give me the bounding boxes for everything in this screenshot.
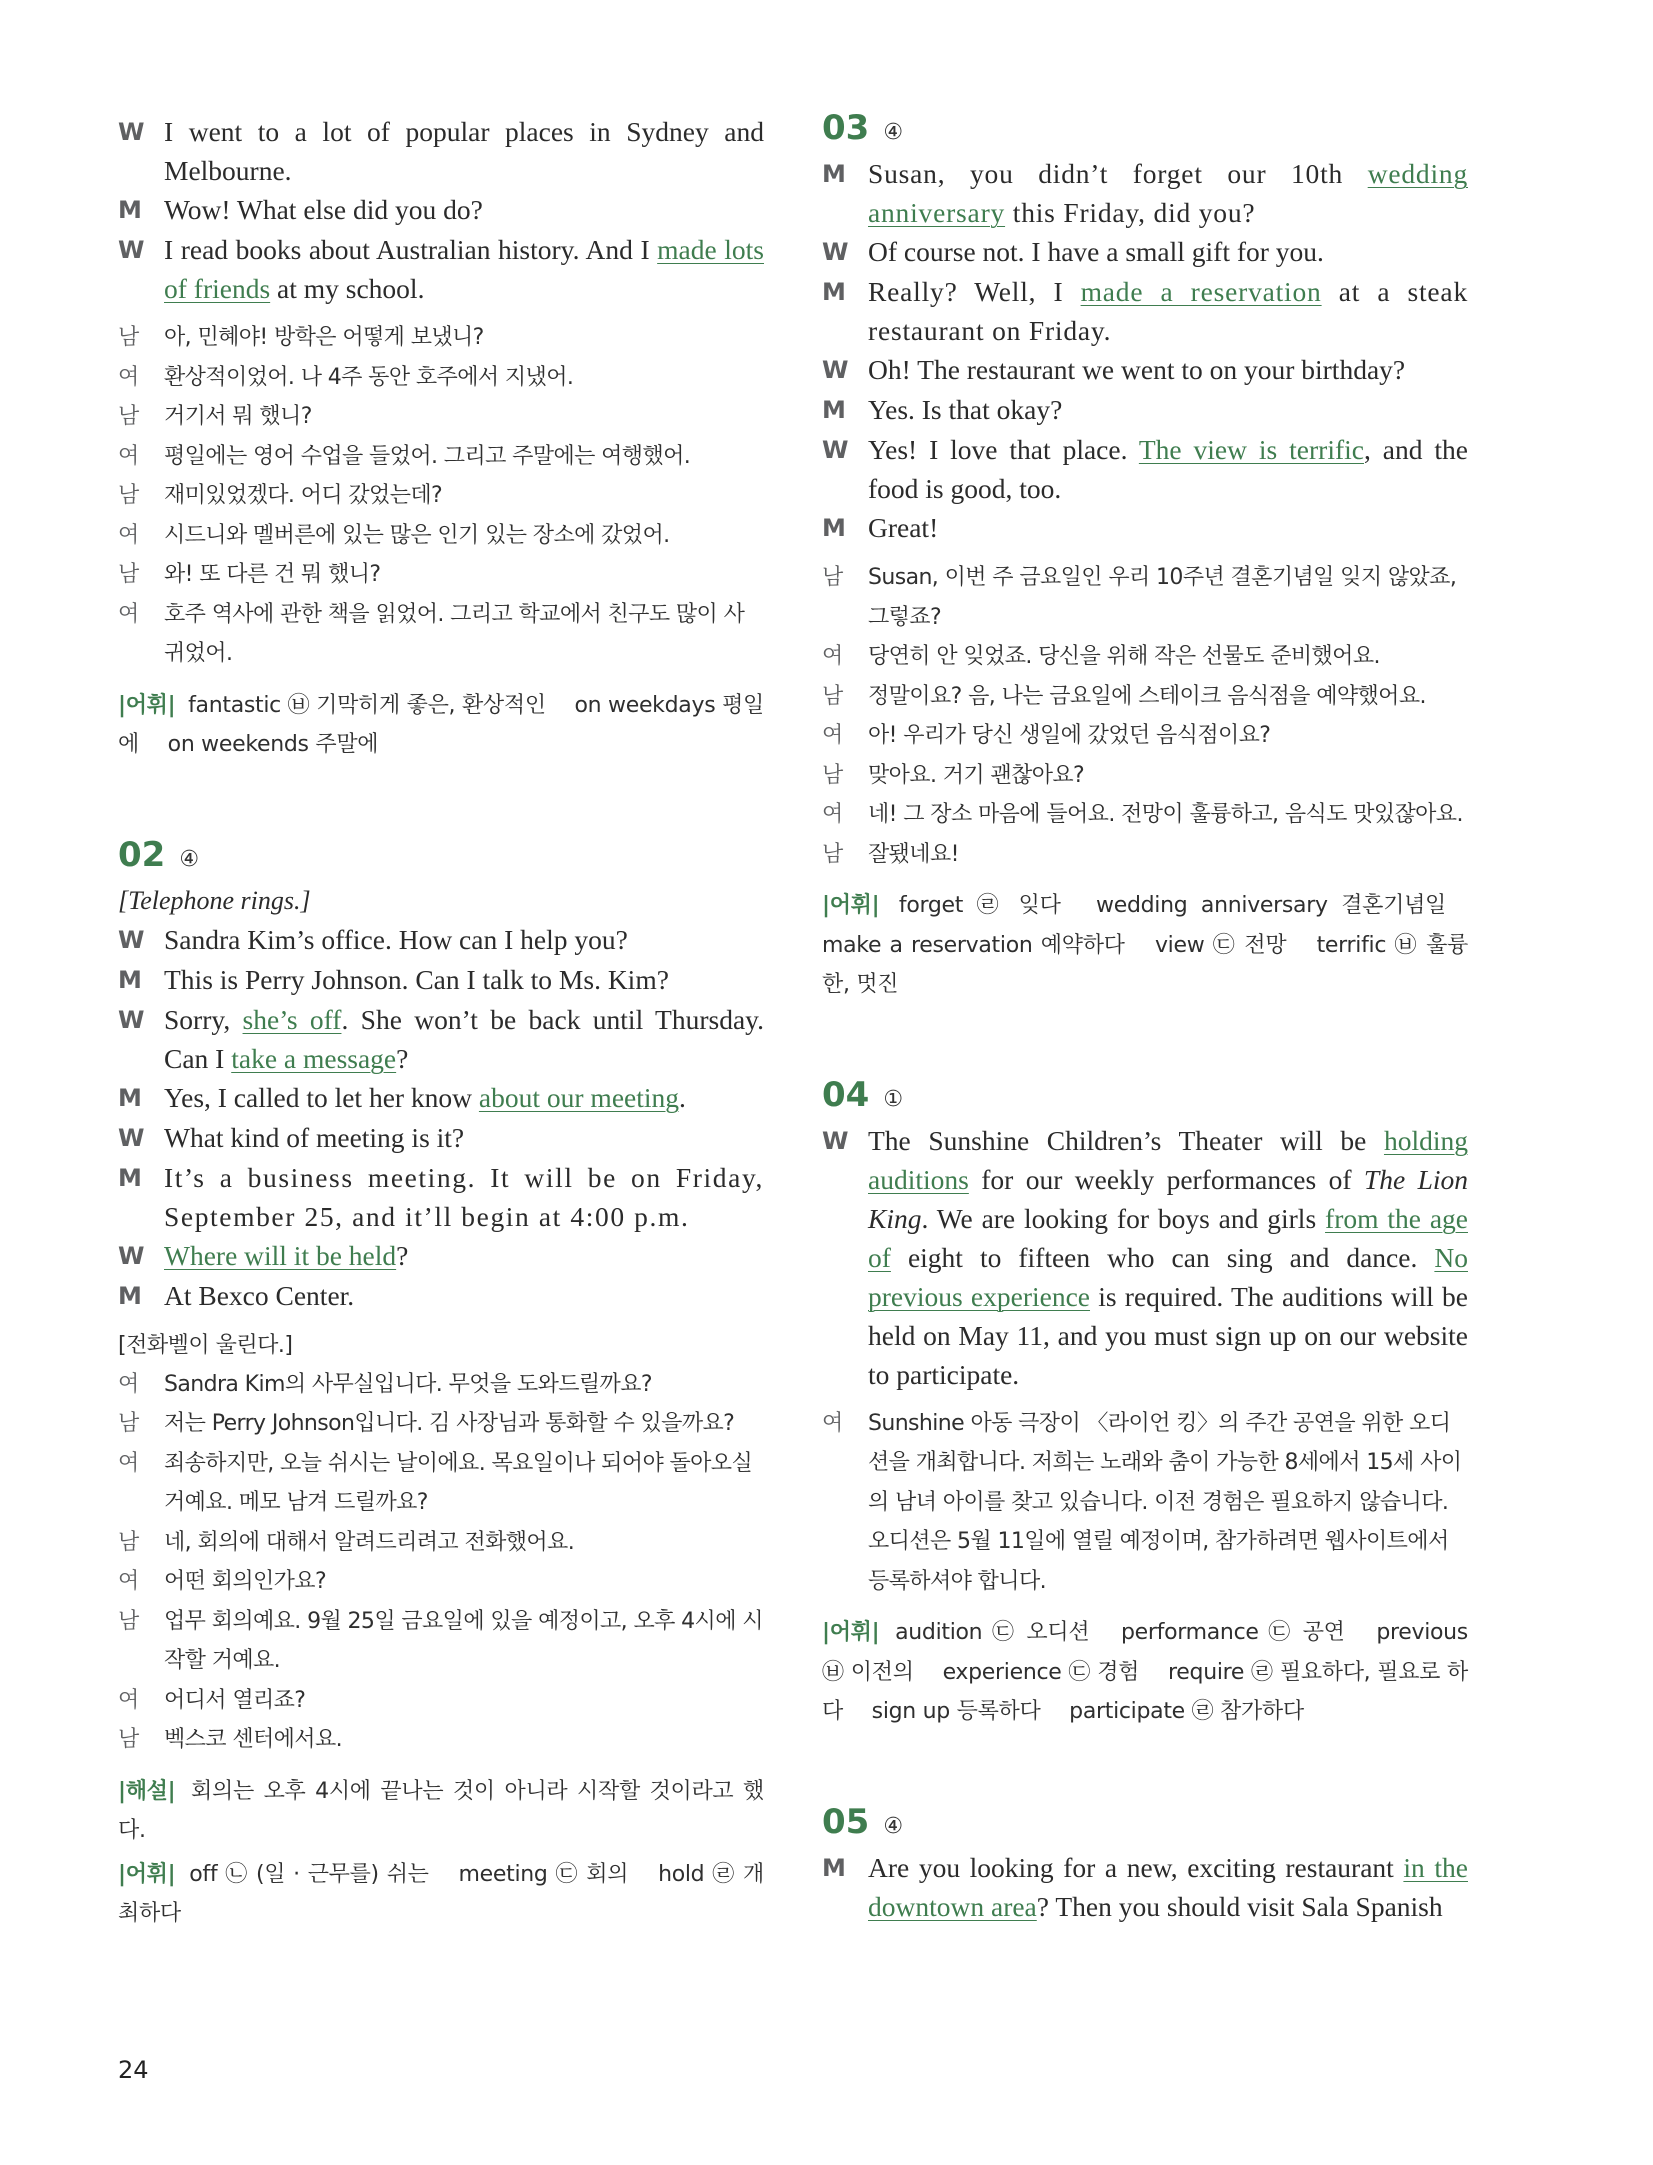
dialogue-line [118, 230, 764, 308]
speaker-label: M [118, 196, 142, 224]
q02-explanation [118, 1772, 764, 1851]
q02-korean-translation [118, 1326, 764, 1760]
explanation-label: |해설| [118, 1778, 176, 1804]
q03-korean-translation [822, 558, 1468, 874]
key-phrase: holding auditions [868, 1124, 1468, 1195]
line-text: Great! [868, 512, 939, 543]
vocab-label: |어휘| [822, 893, 880, 918]
question-header [822, 1075, 1468, 1115]
explanation-text: 회의는 오후 4시에 끝나는 것이 아니라 시작할 것이라고 했다. [118, 1778, 764, 1843]
speaker-label: W [118, 118, 145, 146]
answer-marker: ④ [883, 120, 904, 145]
vocab-item: participate ㉣ 참가하다 [1069, 1699, 1304, 1724]
dialogue-line [118, 1236, 764, 1276]
key-phrase: from the age of [868, 1202, 1468, 1273]
answer-marker: ④ [883, 1813, 904, 1839]
key-phrase: The view is terrific [1138, 434, 1364, 465]
speaker-label: W [118, 1241, 145, 1270]
key-phrase: take a message [231, 1042, 397, 1074]
translation-line: 남 네, 회의에 대해서 알려드리려고 전화했어요. [118, 1529, 575, 1555]
dialogue-line [822, 508, 1468, 548]
translation-line: 여 호주 역사에 관한 책을 읽었어. 그리고 학교에서 친구도 많이 사귀었어. [118, 601, 745, 666]
speaker-label: W [822, 238, 849, 266]
translation-line: 남 벡스코 센터에서요. [118, 1727, 343, 1752]
vocab-item: forget ㉣ 잊다 [898, 893, 1061, 918]
q03-vocabulary [822, 886, 1468, 1005]
translation-line: 남 거기서 뭐 했니? [118, 404, 312, 429]
speaker-label: W [118, 1123, 145, 1152]
line-text: What kind of meeting is it? [164, 1121, 465, 1153]
line-text: Yes, I called to let her know about our meeting. [164, 1081, 686, 1113]
line-text: Are you looking for a new, exciting restaurant in the downtown area? Then you should visit Sala Spanish [868, 1851, 1468, 1922]
key-phrase: in the downtown area [868, 1851, 1468, 1922]
vocab-item: off ㉡ (일 · 근무를) 쉬는 [189, 1861, 429, 1887]
q01-vocabulary [118, 686, 764, 765]
translation-line: 여 평일에는 영어 수업을 들었어. 그리고 주말에는 여행했어. [118, 443, 691, 469]
vocab-item: audition ㉢ 오디션 [895, 1620, 1090, 1645]
vocab-item: terrific ㉥ 훌륭한, 멋진 [822, 932, 1468, 997]
q04-korean-translation [822, 1404, 1468, 1602]
speaker-label: W [822, 436, 849, 464]
translation-line: 여 네! 그 장소 마음에 들어요. 전망이 훌륭하고, 음식도 맛있잖아요. [822, 802, 1463, 827]
left-column [118, 112, 764, 1934]
vocab-item: view ㉢ 전망 [1154, 932, 1287, 958]
vocab-item: wedding anniversary 결혼기념일 [1096, 893, 1446, 918]
speaker-label: M [822, 1853, 846, 1882]
speaker-label: M [118, 1163, 142, 1192]
question-number: 05 [822, 1801, 870, 1842]
line-text: Really? Well, I made a reservation at a steak restaurant on Friday. [868, 276, 1468, 346]
q01-korean-translation [118, 318, 764, 674]
speaker-label: M [118, 965, 142, 994]
dialogue-line [822, 154, 1468, 232]
translation-line: 남 아, 민혜야! 방학은 어떻게 보냈니? [118, 325, 484, 350]
title-italic: The Lion King [868, 1163, 1469, 1234]
dialogue-line [118, 112, 764, 190]
line-text: It’s a business meeting. It will be on Friday, September 25, and it’ll begin at 4:00 p.m. [164, 1161, 764, 1232]
question-02 [118, 835, 764, 1934]
speaker-label: M [822, 514, 846, 542]
vocab-item: require ㉣ 필요하다, 필요로 하다 [822, 1659, 1468, 1724]
dialogue-line [822, 430, 1468, 508]
stage-direction-korean: [전화벨이 울린다.] [118, 1332, 293, 1358]
translation-line: 남 잘됐네요! [822, 841, 959, 867]
question-header [822, 108, 1468, 148]
question-number: 02 [118, 834, 166, 875]
question-04 [822, 1075, 1468, 1732]
q02-vocabulary [118, 1855, 764, 1934]
dialogue-line [822, 350, 1468, 390]
dialogue-line [118, 1118, 764, 1158]
monologue-line [822, 1848, 1468, 1926]
speaker-label: M [118, 1083, 142, 1112]
dialogue-line [118, 1000, 764, 1078]
line-text: Sandra Kim’s office. How can I help you? [164, 923, 628, 955]
dialogue-line [822, 232, 1468, 272]
line-text: Sorry, she’s off. She won’t be back until Thursday. Can I take a message? [164, 1003, 764, 1074]
speaker-label: W [118, 236, 145, 264]
speaker-label: W [118, 1005, 145, 1034]
line-text: I went to a lot of popular places in Sydney and Melbourne. [164, 116, 764, 186]
line-text: Yes! I love that place. The view is terrific, and the food is good, too. [868, 434, 1468, 504]
speaker-label: M [822, 160, 846, 188]
line-text: Where will it be held? [164, 1239, 409, 1271]
translation-line: 남 맞아요. 거기 괜찮아요? [822, 762, 1085, 788]
dialogue-line [118, 1276, 764, 1316]
translation-line: 여 아! 우리가 당신 생일에 갔었던 음식점이요? [822, 723, 1271, 748]
translation-line: 남 와! 또 다른 건 뭐 했니? [118, 562, 381, 587]
key-phrase: Where will it be held [164, 1239, 397, 1271]
vocab-item: performance ㉢ 공연 [1121, 1620, 1345, 1645]
monologue-line [822, 1121, 1468, 1394]
dialogue-line [822, 272, 1468, 350]
vocab-label: |어휘| [822, 1620, 880, 1645]
question-header [118, 835, 764, 875]
translation-line: 여 Sandra Kim의 사무실입니다. 무엇을 도와드릴까요? [118, 1371, 652, 1397]
line-text: Oh! The restaurant we went to on your birthday? [868, 354, 1406, 385]
question-number: 04 [822, 1074, 870, 1115]
speaker-label: W [118, 925, 145, 954]
answer-marker: ④ [179, 846, 200, 872]
line-text: The Sunshine Children’s Theater will be holding auditions for our weekly performances of The Lion King. We are looking for boys and girls from the age of eight to fifteen who can sing and dance. No previous experience is required. The auditions will be held on May 11, and you must sign up on our website to participate. [868, 1124, 1469, 1390]
vocab-item: sign up 등록하다 [871, 1699, 1041, 1724]
key-phrase: made lots of friends [164, 234, 764, 304]
page-number: 24 [118, 2056, 149, 2084]
line-text: At Bexco Center. [164, 1279, 355, 1311]
translation-line: 여 어떤 회의인가요? [118, 1569, 327, 1594]
q04-vocabulary [822, 1613, 1468, 1732]
vocab-label: |어휘| [118, 692, 176, 718]
key-phrase: about our meeting [478, 1081, 680, 1113]
question-header [822, 1802, 1468, 1842]
translation-line: 여 시드니와 멜버른에 있는 많은 인기 있는 장소에 갔었어. [118, 522, 670, 548]
key-phrase: made a reservation [1080, 276, 1322, 307]
vocab-item: hold ㉣ 개최하다 [118, 1861, 764, 1926]
speaker-label: M [822, 278, 846, 306]
question-number: 03 [822, 108, 870, 148]
line-text: Susan, you didn’t forget our 10th wedding anniversary this Friday, did you? [868, 158, 1468, 228]
vocab-item: meeting ㉢ 회의 [458, 1861, 629, 1887]
translation-line: 남 정말이요? 음, 나는 금요일에 스테이크 음식점을 예약했어요. [822, 683, 1426, 709]
line-text: I read books about Australian history. And I made lots of friends at my school. [164, 234, 764, 304]
translation-line: 남 저는 Perry Johnson입니다. 김 사장님과 통화할 수 있을까요? [118, 1411, 735, 1436]
vocab-item: make a reservation 예약하다 [822, 932, 1125, 958]
line-text: This is Perry Johnson. Can I talk to Ms. Kim? [164, 963, 669, 995]
answer-marker: ① [883, 1086, 904, 1112]
translation-line: 남 업무 회의예요. 9월 25일 금요일에 있을 예정이고, 오후 4시에 시작할 거예요. [118, 1608, 763, 1673]
dialogue-line [822, 390, 1468, 430]
line-text: Of course not. I have a small gift for you. [868, 236, 1324, 267]
translation-line: 여 환상적이었어. 나 4주 동안 호주에서 지냈어. [118, 364, 574, 390]
key-phrase: she’s off [242, 1003, 342, 1035]
vocab-item: on weekends 주말에 [167, 732, 379, 757]
vocab-item: experience ㉢ 경험 [942, 1659, 1140, 1685]
translation-line: 남 재미있었겠다. 어디 갔었는데? [118, 483, 443, 508]
question-03 [822, 108, 1468, 1005]
translation-line: 여 죄송하지만, 오늘 쉬시는 날이에요. 목요일이나 되어야 돌아오실 거예요. 메모 남겨 드릴까요? [118, 1450, 753, 1515]
translation-line: 여 Sunshine 아동 극장이 〈라이언 킹〉의 주간 공연을 위한 오디션을 개최합니다. 저희는 노래와 춤이 가능한 8세에서 15세 사이의 남녀 아이를 찾고 있습니다. 이전 경험은 필요하지 않습니다. 오디션은 5월 11일에 열릴 예정이며, 참가하려면 웹사이트에서 등록하셔야 합니다. [822, 1410, 1462, 1594]
dialogue-line [118, 1158, 764, 1236]
speaker-label: W [822, 356, 849, 384]
vocab-item: previous ㉥ 이전의 [822, 1620, 1468, 1685]
key-phrase: No previous experience [868, 1241, 1468, 1312]
line-text: Yes. Is that okay? [868, 394, 1063, 425]
translation-line: 여 어디서 열리죠? [118, 1687, 306, 1713]
right-column [822, 108, 1468, 1926]
dialogue-line [118, 920, 764, 960]
vocab-item: on weekdays 평일에 [118, 692, 764, 757]
question-05 [822, 1802, 1468, 1926]
key-phrase: wedding anniversary [868, 158, 1468, 228]
speaker-label: M [822, 396, 846, 424]
line-text: Wow! What else did you do? [164, 194, 483, 225]
dialogue-line [118, 960, 764, 1000]
translation-line: 여 당연히 안 잊었죠. 당신을 위해 작은 선물도 준비했어요. [822, 644, 1380, 669]
vocab-item: fantastic ㉥ 기막히게 좋은, 환상적인 [188, 692, 546, 718]
dialogue-line [118, 190, 764, 230]
translation-line: 남 Susan, 이번 주 금요일인 우리 10주년 결혼기념일 잊지 않았죠, 그렇죠? [822, 565, 1457, 630]
speaker-label: W [822, 1126, 849, 1155]
stage-direction: [Telephone rings.] [118, 885, 311, 915]
speaker-label: M [118, 1281, 142, 1310]
dialogue-line [118, 1078, 764, 1118]
vocab-label: |어휘| [118, 1861, 176, 1887]
q01-english-dialogue [118, 112, 764, 308]
